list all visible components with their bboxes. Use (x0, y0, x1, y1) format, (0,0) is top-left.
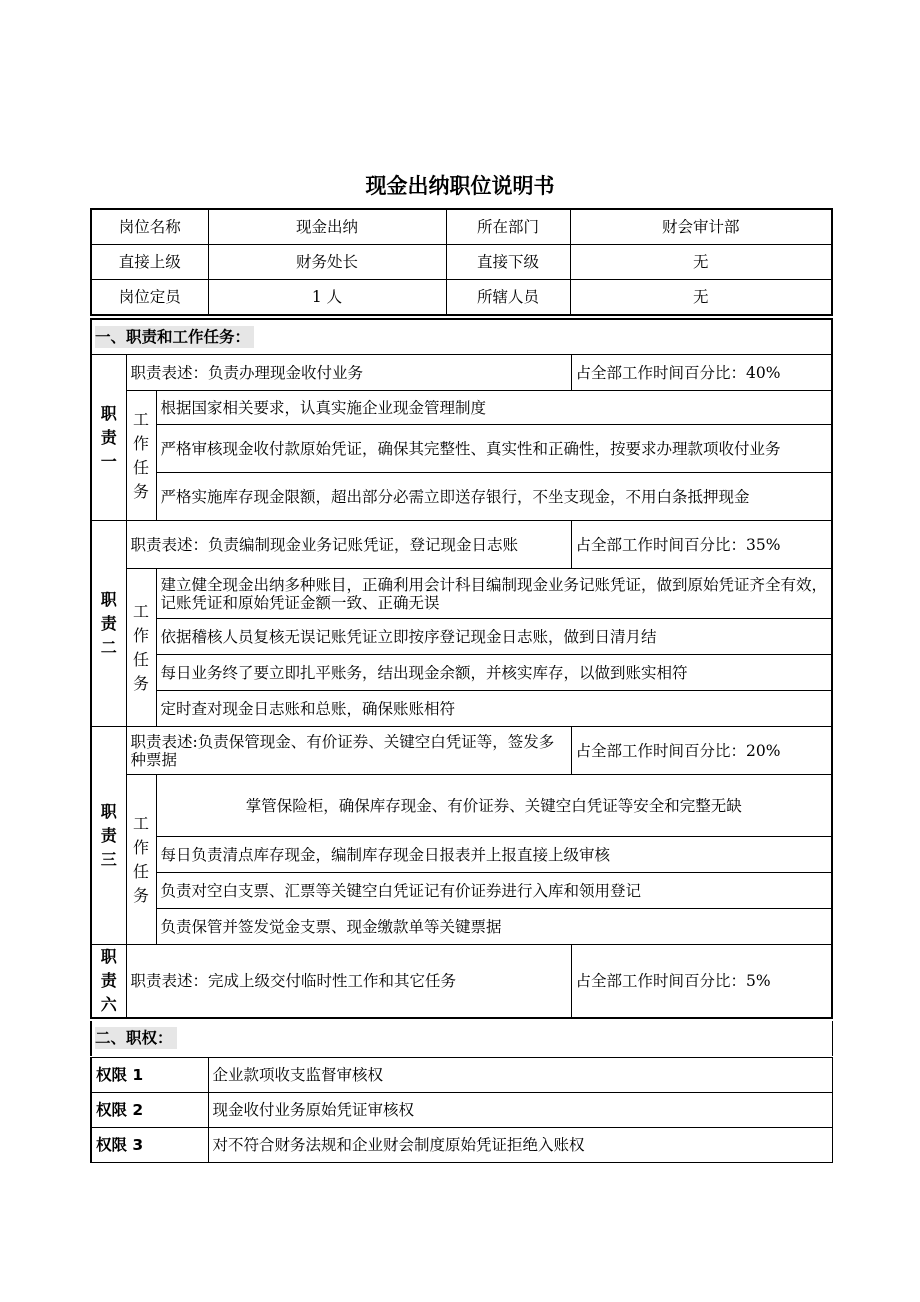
duty-1-description: 职责表述：负责办理现金收付业务 (126, 355, 571, 391)
duty-1-label: 职 责 一 (91, 355, 126, 521)
value-staff-managed: 无 (570, 280, 832, 316)
duty-2-label: 职 责 二 (91, 521, 126, 727)
value-department: 财会审计部 (570, 209, 832, 245)
duty-3-task-label: 工 作 任 务 (126, 775, 156, 945)
position-info-table (90, 208, 833, 316)
section-heading-duties: 一、职责和工作任务： (91, 319, 832, 355)
duty-6-percentage: 占全部工作时间百分比：5% (571, 945, 832, 1019)
label-staff-managed: 所辖人员 (446, 280, 570, 316)
duty-3-label: 职 责 三 (91, 727, 126, 945)
permission-3-text: 对不符合财务法规和企业财会制度原始凭证拒绝入账权 (208, 1128, 832, 1163)
permission-2-label: 权限 2 (91, 1093, 208, 1128)
label-headcount: 岗位定员 (91, 280, 208, 316)
permission-1-text: 企业款项收支监督审核权 (208, 1058, 832, 1093)
duty-3-task-3: 负责对空白支票、汇票等关键空白凭证记有价证券进行入库和领用登记 (156, 873, 832, 909)
table-row (91, 280, 832, 316)
duty-1-task-3: 严格实施库存现金限额，超出部分必需立即送存银行，不坐支现金，不用白条抵押现金 (156, 473, 832, 521)
duty-2-task-1: 建立健全现金出纳多种账目，正确利用会计科目编制现金业务记账凭证，做到原始凭证齐全有效，记账凭证和原始凭证金额一致、正确无误 (156, 569, 832, 619)
duty-3-description: 职责表述:负责保管现金、有价证券、关键空白凭证等，签发多种票据 (126, 727, 571, 775)
duty-3-task-1: 掌管保险柜，确保库存现金、有价证券、关键空白凭证等安全和完整无缺 (156, 775, 832, 837)
section-heading-permissions: 二、职权： (90, 1021, 833, 1056)
value-direct-subordinate: 无 (570, 245, 832, 280)
value-headcount: 1 人 (208, 280, 446, 316)
label-department: 所在部门 (446, 209, 570, 245)
value-direct-superior: 财务处长 (208, 245, 446, 280)
permissions-table (90, 1057, 833, 1163)
duty-2-task-3: 每日业务终了要立即扎平账务，结出现金余额，并核实库存，以做到账实相符 (156, 655, 832, 691)
duty-1-task-1: 根据国家相关要求，认真实施企业现金管理制度 (156, 391, 832, 425)
duty-1-percentage: 占全部工作时间百分比：40% (571, 355, 832, 391)
label-position-name: 岗位名称 (91, 209, 208, 245)
value-position-name: 现金出纳 (208, 209, 446, 245)
duty-3-task-2: 每日负责清点库存现金，编制库存现金日报表并上报直接上级审核 (156, 837, 832, 873)
permission-3-label: 权限 3 (91, 1128, 208, 1163)
duty-2-description: 职责表述：负责编制现金业务记账凭证，登记现金日志账 (126, 521, 571, 569)
document-title: 现金出纳职位说明书 (365, 174, 555, 198)
duty-1-task-label: 工 作 任 务 (126, 391, 156, 521)
duty-6-description: 职责表述：完成上级交付临时性工作和其它任务 (126, 945, 571, 1019)
duty-2-percentage: 占全部工作时间百分比：35% (571, 521, 832, 569)
table-row (91, 209, 832, 245)
table-row (91, 245, 832, 280)
label-direct-superior: 直接上级 (91, 245, 208, 280)
duty-2-task-2: 依据稽核人员复核无误记账凭证立即按序登记现金日志账，做到日清月结 (156, 619, 832, 655)
duty-2-task-4: 定时查对现金日志账和总账，确保账账相符 (156, 691, 832, 727)
duties-table (90, 318, 833, 1019)
duty-1-task-2: 严格审核现金收付款原始凭证，确保其完整性、真实性和正确性，按要求办理款项收付业务 (156, 425, 832, 473)
duty-6-label: 职 责 六 (91, 945, 126, 1019)
duty-3-percentage: 占全部工作时间百分比：20% (571, 727, 832, 775)
permission-1-label: 权限 1 (91, 1058, 208, 1093)
permission-2-text: 现金收付业务原始凭证审核权 (208, 1093, 832, 1128)
label-direct-subordinate: 直接下级 (446, 245, 570, 280)
duty-2-task-label: 工 作 任 务 (126, 569, 156, 727)
duty-3-task-4: 负责保管并签发觉金支票、现金缴款单等关键票据 (156, 909, 832, 945)
